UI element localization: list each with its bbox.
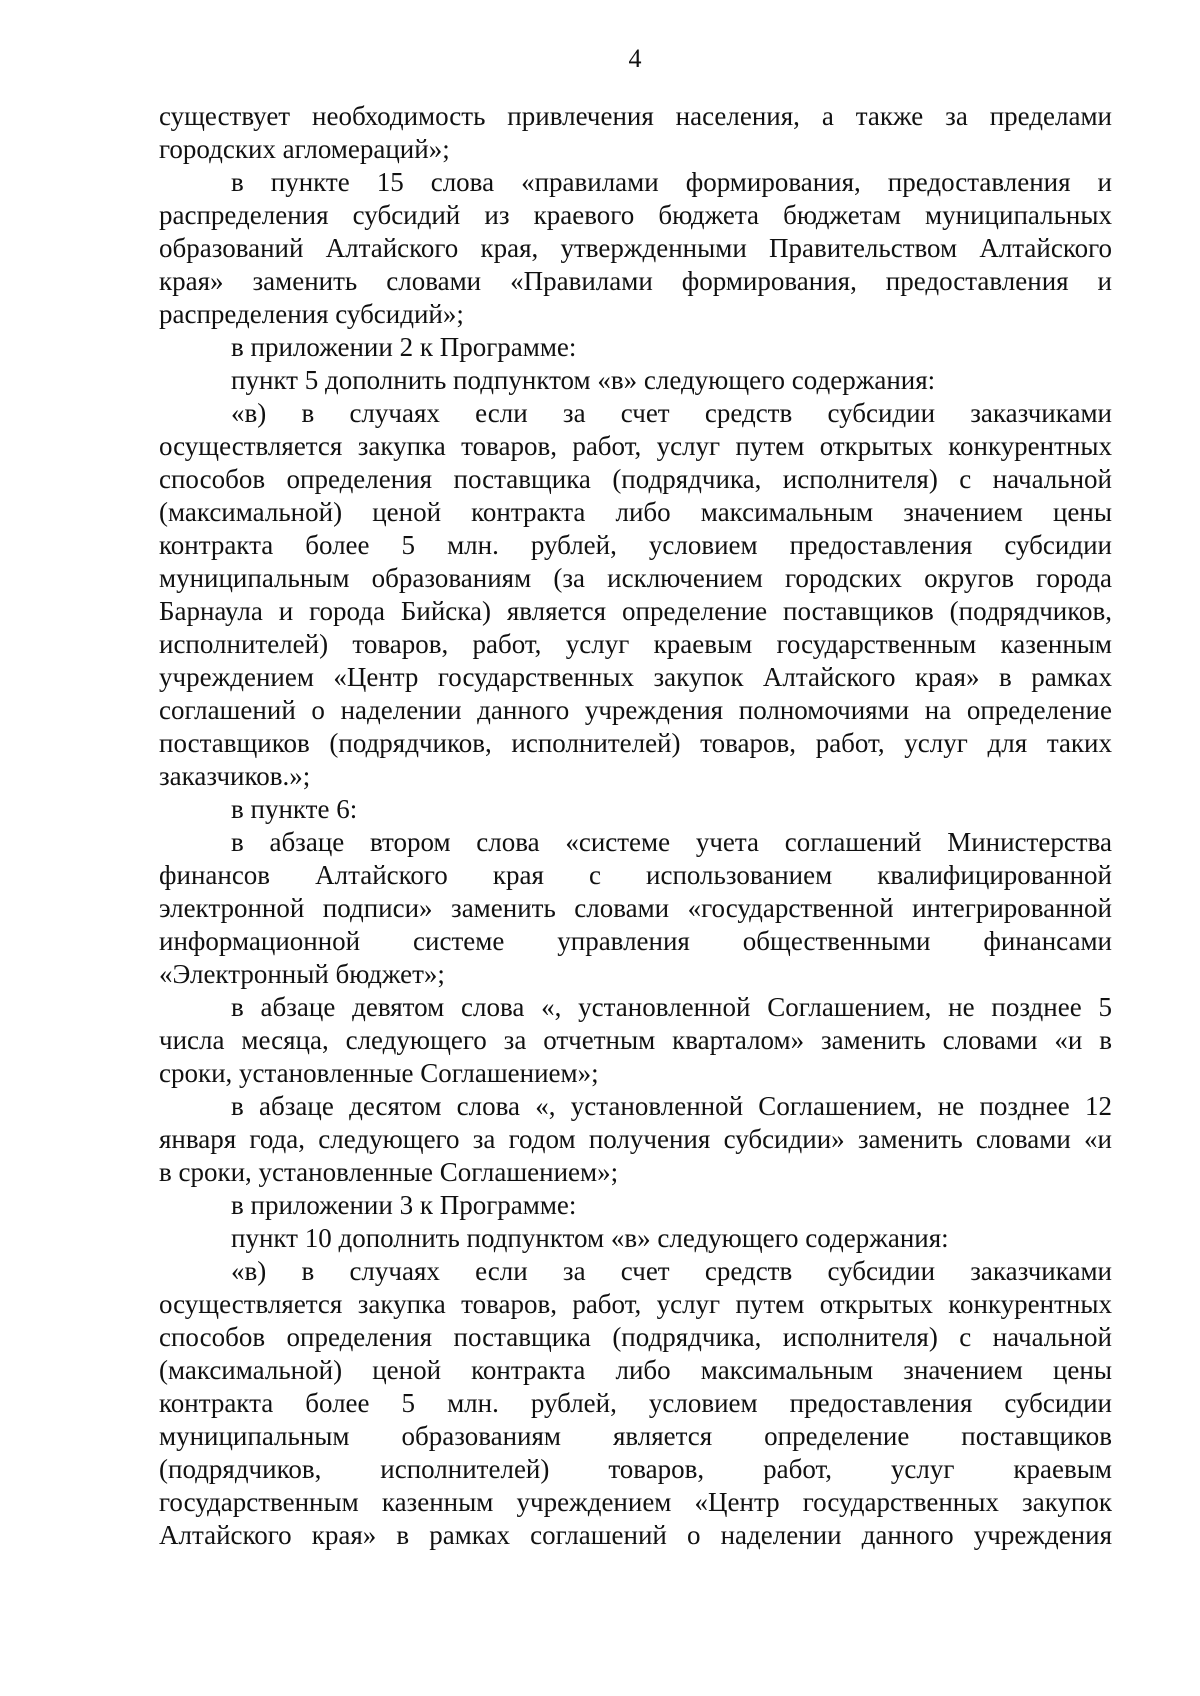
text-line: пункт 10 дополнить подпунктом «в» следующего содержания: [231,1223,949,1253]
text-line: существует необходимость привлечения населения, а также за пределами [159,101,1112,131]
text-line: учреждением «Центр государственных закупок Алтайского края» в рамках [159,662,1112,692]
text-line: в пункте 6: [231,794,358,824]
text-line: контракта более 5 млн. рублей, условием предоставления субсидии [159,530,1112,560]
text-line: в абзаце девятом слова «, установленной Соглашением, не позднее 5 [231,992,1112,1022]
text-line: в абзаце десятом слова «, установленной Соглашением, не позднее 12 [231,1091,1112,1121]
text-line: числа месяца, следующего за отчетным кварталом» заменить словами «и в [159,1025,1112,1055]
text-line: Алтайского края» в рамках соглашений о наделении данного учреждения [159,1520,1112,1550]
text-line: в абзаце втором слова «системе учета соглашений Министерства [231,827,1112,857]
text-line: способов определения поставщика (подрядчика, исполнителя) с начальной [159,1322,1112,1352]
text-line: в пункте 15 слова «правилами формирования, предоставления и [231,167,1112,197]
text-line: финансов Алтайского края с использованием квалифицированной [159,860,1112,890]
text-line: информационной системе управления общественными финансами [159,926,1112,956]
text-line: «в) в случаях если за счет средств субсидии заказчиками [231,398,1112,428]
text-line: (подрядчиков, исполнителей) товаров, работ, услуг краевым [159,1454,1112,1484]
text-line: в приложении 3 к Программе: [231,1190,577,1220]
document-body [159,100,1112,1552]
text-line: (максимальной) ценой контракта либо максимальным значением цены [159,497,1112,527]
text-line: пункт 5 дополнить подпунктом «в» следующего содержания: [231,365,936,395]
text-line: «Электронный бюджет»; [159,959,445,989]
text-line: электронной подписи» заменить словами «государственной интегрированной [159,893,1112,923]
text-line: (максимальной) ценой контракта либо максимальным значением цены [159,1355,1112,1385]
text-line: поставщиков (подрядчиков, исполнителей) товаров, работ, услуг для таких [159,728,1112,758]
page-number: 4 [628,44,642,73]
text-line: «в) в случаях если за счет средств субсидии заказчиками [231,1256,1112,1286]
text-line: края» заменить словами «Правилами формирования, предоставления и [159,266,1112,296]
text-line: января года, следующего за годом получения субсидии» заменить словами «и [159,1124,1112,1154]
text-line: образований Алтайского края, утвержденными Правительством Алтайского [159,233,1112,263]
text-line: исполнителей) товаров, работ, услуг краевым государственным казенным [159,629,1112,659]
text-line: способов определения поставщика (подрядчика, исполнителя) с начальной [159,464,1112,494]
text-line: в сроки, установленные Соглашением»; [159,1157,619,1187]
text-line: осуществляется закупка товаров, работ, услуг путем открытых конкурентных [159,1289,1112,1319]
text-line: заказчиков.»; [159,761,311,791]
text-line: в приложении 2 к Программе: [231,332,577,362]
text-line: контракта более 5 млн. рублей, условием предоставления субсидии [159,1388,1112,1418]
text-line: соглашений о наделении данного учреждения полномочиями на определение [159,695,1112,725]
text-line: распределения субсидий из краевого бюджета бюджетам муниципальных [159,200,1112,230]
text-line: муниципальным образованиям (за исключением городских округов города [159,563,1112,593]
text-line: Барнаула и города Бийска) является определение поставщиков (подрядчиков, [159,596,1112,626]
text-line: муниципальным образованиям является определение поставщиков [159,1421,1112,1451]
text-line: распределения субсидий»; [159,299,464,329]
text-line: сроки, установленные Соглашением»; [159,1058,599,1088]
text-line: городских агломераций»; [159,134,450,164]
text-line: государственным казенным учреждением «Центр государственных закупок [159,1487,1112,1517]
text-line: осуществляется закупка товаров, работ, услуг путем открытых конкурентных [159,431,1112,461]
